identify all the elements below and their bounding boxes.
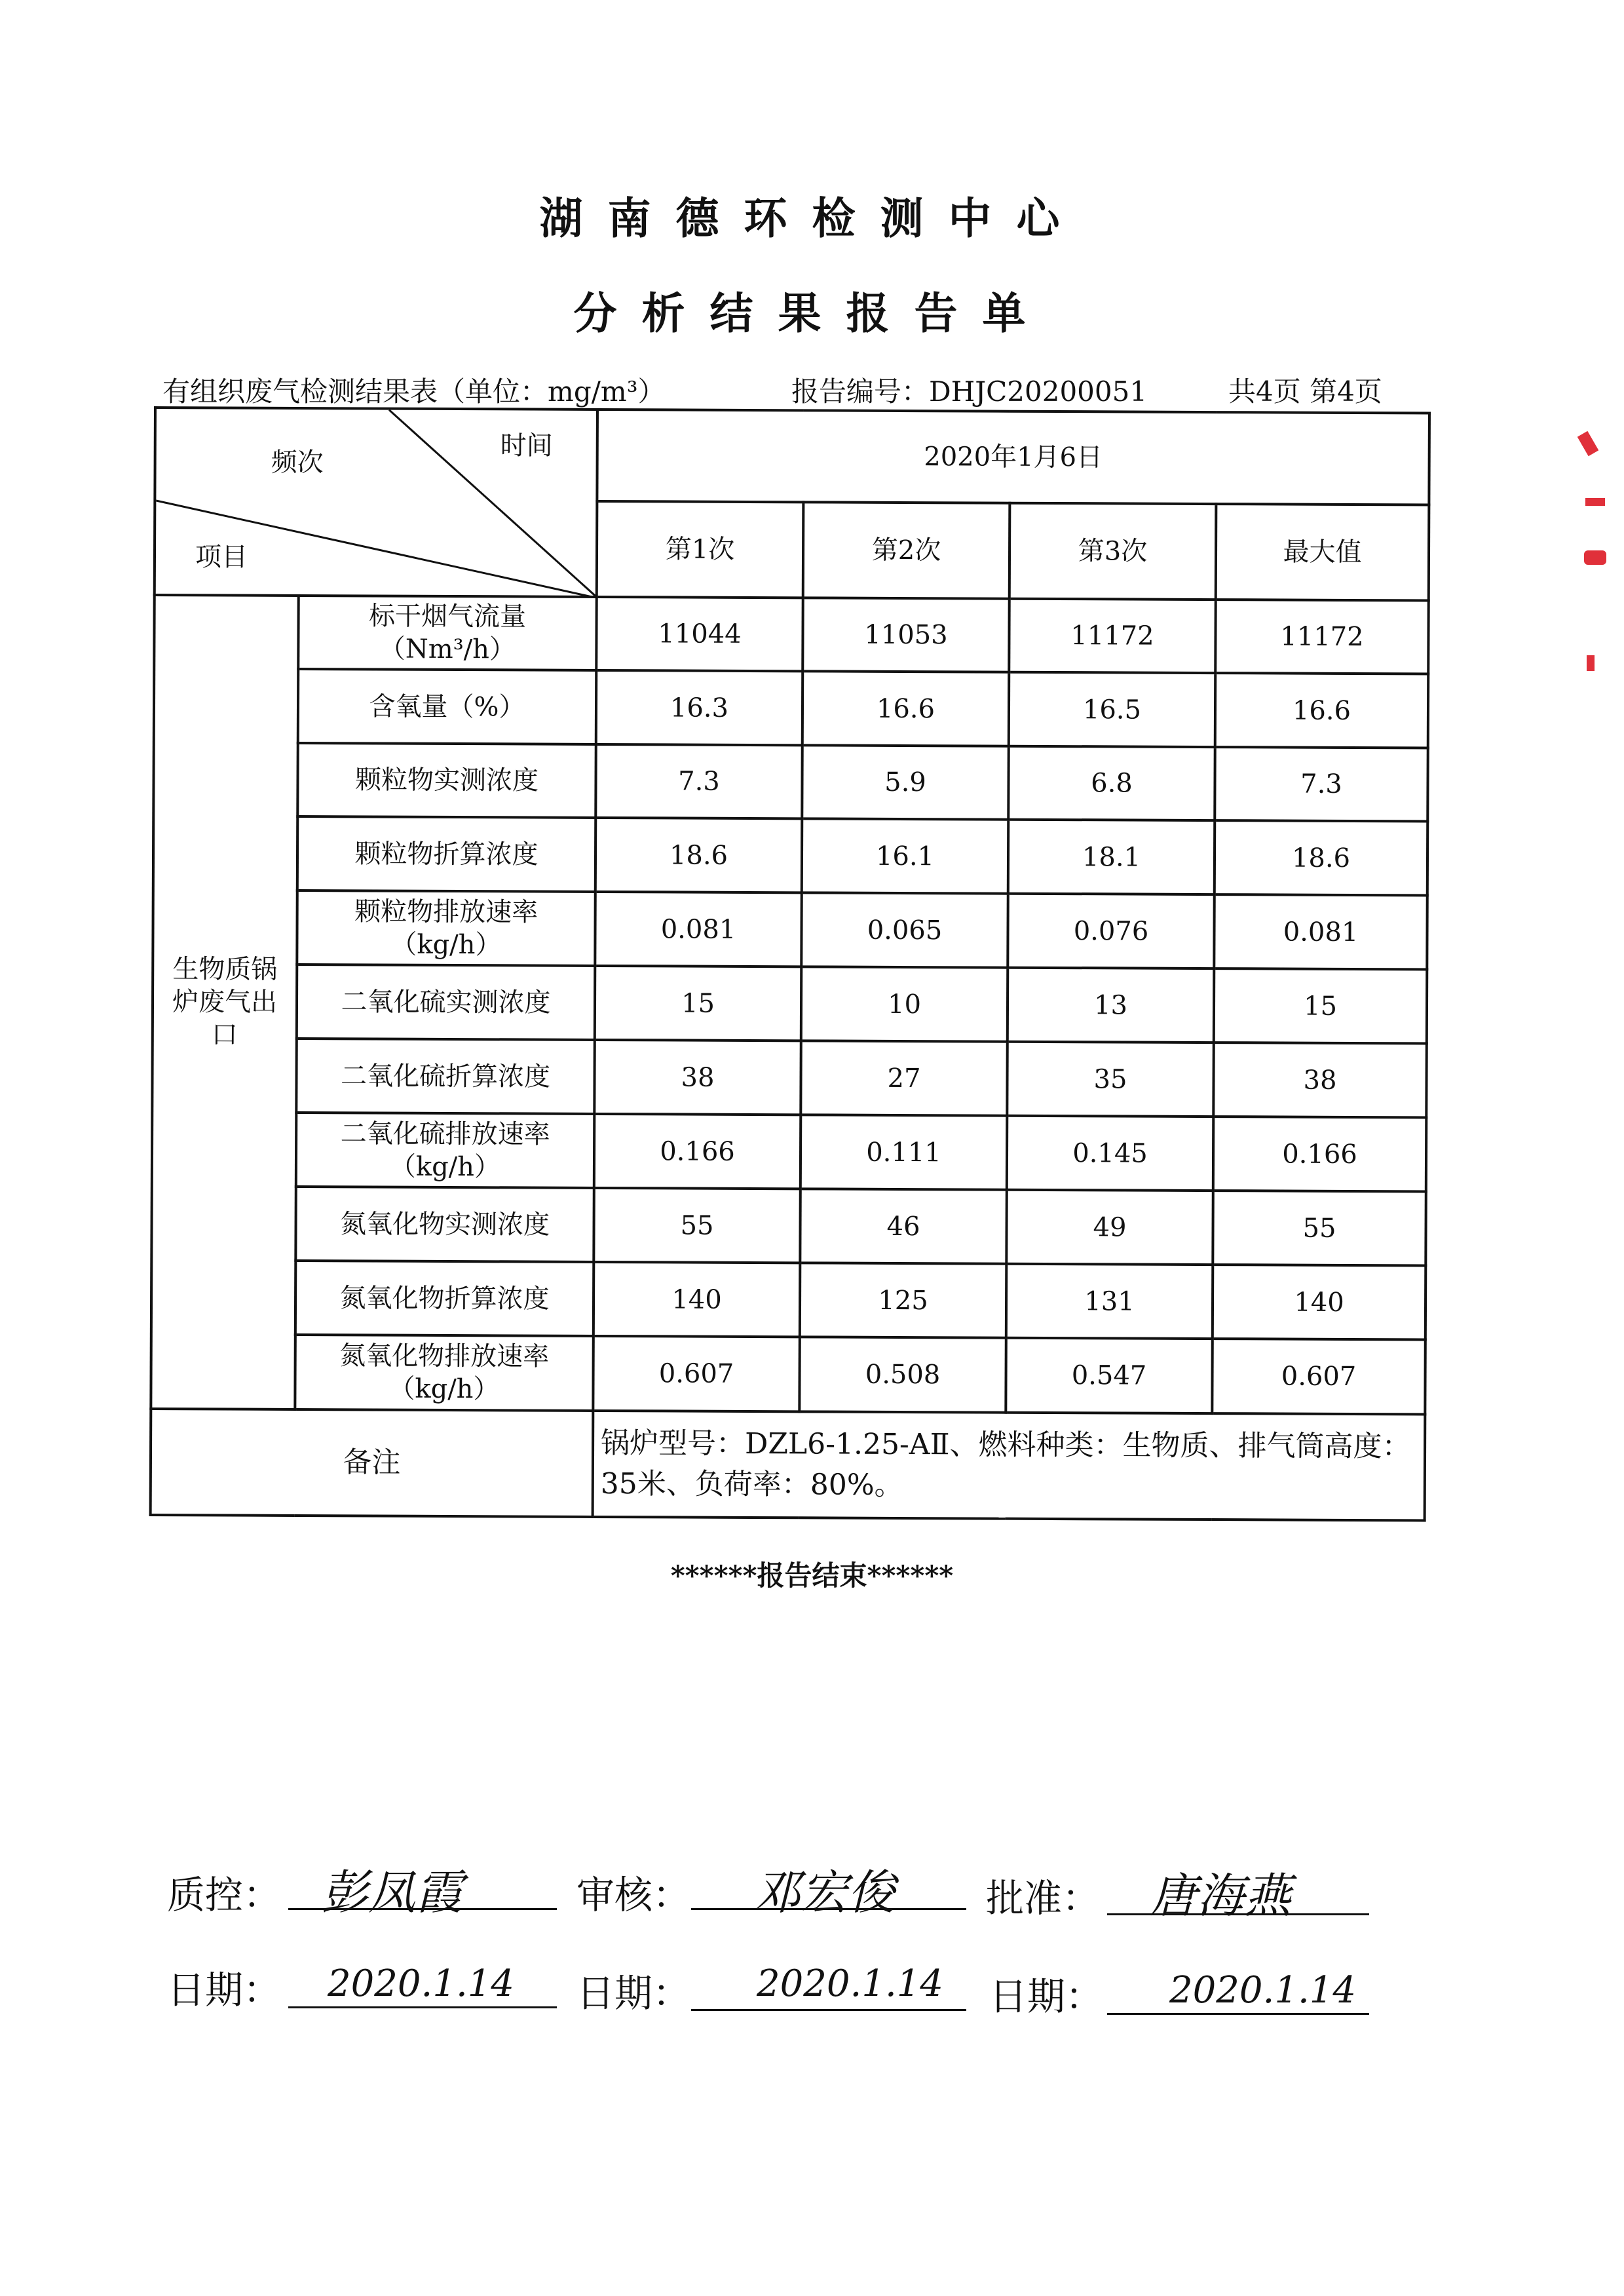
- approve-signature-line: [1107, 1913, 1369, 1915]
- value-cell: 16.1: [802, 818, 1008, 893]
- stamp-fragment-4: [1587, 655, 1595, 671]
- stamp-fragment-2: [1585, 498, 1605, 506]
- row-item-name: 二氧化硫排放速率（kg/h）: [296, 1113, 594, 1188]
- approve-date: 2020.1.14: [1169, 1969, 1357, 2012]
- value-cell: 11172: [1215, 600, 1429, 674]
- value-cell: 7.3: [595, 744, 802, 818]
- org-title: 湖南德环检测中心: [539, 193, 1085, 244]
- row-item-name: 二氧化硫折算浓度: [296, 1039, 594, 1114]
- location-cell: 生物质锅炉废气出口: [151, 595, 298, 1409]
- review-signature-line: [691, 1908, 966, 1910]
- qc-label: 质控：: [167, 1873, 282, 1917]
- remark-text: 锅炉型号：DZL6-1.25-AⅡ、燃料种类：生物质、排气筒高度：35米、负荷率：80%。: [593, 1411, 1426, 1521]
- value-cell: 10: [801, 966, 1008, 1041]
- corner-header-cell: [155, 408, 597, 597]
- table-row: [153, 742, 1427, 821]
- value-cell: 16.5: [1009, 672, 1215, 747]
- remark-label: 备注: [151, 1409, 594, 1517]
- qc-date-line: [288, 2006, 557, 2008]
- row-item-name: 含氧量（%）: [298, 669, 596, 744]
- col-header-2: 第2次: [803, 502, 1010, 598]
- table-title: 有组织废气检测结果表（单位：mg/m³）: [162, 375, 666, 408]
- review-date-line: [691, 2009, 966, 2011]
- report-number: 报告编号：DHJC20200051: [791, 375, 1148, 408]
- value-cell: 7.3: [1215, 747, 1428, 821]
- row-item-name: 二氧化硫实测浓度: [297, 965, 595, 1040]
- value-cell: 35: [1007, 1042, 1213, 1117]
- value-cell: 125: [800, 1263, 1006, 1337]
- report-end: ******报告结束******: [670, 1559, 954, 1592]
- value-cell: 16.3: [596, 670, 803, 745]
- value-cell: 16.6: [803, 671, 1009, 746]
- corner-time-label: 时间: [500, 430, 553, 461]
- value-cell: 0.145: [1007, 1116, 1213, 1191]
- value-cell: 38: [1213, 1043, 1427, 1117]
- qc-date-label: 日期：: [167, 1968, 282, 2012]
- qc-date: 2020.1.14: [328, 1962, 515, 2005]
- approve-date-line: [1107, 2013, 1369, 2015]
- value-cell: 131: [1006, 1264, 1213, 1339]
- value-cell: 11044: [596, 597, 803, 671]
- approve-signature: 唐海燕: [1150, 1868, 1292, 1923]
- table-row: [153, 964, 1427, 1043]
- value-cell: 0.166: [594, 1114, 801, 1189]
- value-cell: 18.6: [595, 818, 802, 892]
- value-cell: 5.9: [802, 745, 1008, 819]
- table-row: [151, 1186, 1426, 1265]
- row-item-name: 氮氧化物排放速率（kg/h）: [295, 1335, 593, 1411]
- value-cell: 0.081: [595, 892, 801, 966]
- value-cell: 13: [1008, 968, 1214, 1043]
- value-cell: 0.076: [1008, 894, 1214, 968]
- value-cell: 49: [1006, 1190, 1213, 1265]
- row-item-name: 标干烟气流量（Nm³/h）: [298, 596, 596, 670]
- corner-freq-label: 频次: [271, 447, 324, 478]
- review-label: 审核：: [576, 1873, 691, 1917]
- value-cell: 0.065: [801, 892, 1008, 967]
- review-date-label: 日期：: [576, 1971, 691, 2016]
- row-item-name: 颗粒物折算浓度: [297, 816, 595, 892]
- row-item-name: 颗粒物排放速率（kg/h）: [297, 890, 595, 966]
- value-cell: 18.6: [1215, 820, 1428, 895]
- corner-item-label: 项目: [195, 542, 248, 573]
- approve-date-label: 日期：: [989, 1974, 1104, 2019]
- value-cell: 15: [1214, 968, 1427, 1043]
- value-cell: 6.8: [1008, 746, 1215, 820]
- qc-signature-line: [288, 1908, 557, 1910]
- value-cell: 0.547: [1006, 1338, 1212, 1413]
- table-row: [153, 816, 1427, 895]
- value-cell: 38: [594, 1040, 801, 1115]
- value-cell: 11172: [1009, 599, 1215, 673]
- value-cell: 11053: [803, 598, 1009, 672]
- approve-label: 批准：: [986, 1876, 1101, 1921]
- table-row: [152, 1038, 1426, 1117]
- row-item-name: 颗粒物实测浓度: [297, 743, 595, 818]
- table-row: [151, 1260, 1426, 1339]
- table-row: [153, 890, 1427, 969]
- table-row: [154, 595, 1428, 674]
- table-row: [151, 1334, 1425, 1414]
- value-cell: 0.607: [1212, 1339, 1426, 1414]
- col-header-max: 最大值: [1216, 504, 1429, 600]
- review-signature: 邓宏俊: [753, 1865, 896, 1920]
- value-cell: 55: [1213, 1191, 1426, 1265]
- col-header-3: 第3次: [1010, 503, 1217, 600]
- col-header-1: 第1次: [597, 501, 804, 598]
- page-info: 共4页 第4页: [1228, 375, 1382, 408]
- value-cell: 0.111: [801, 1115, 1007, 1189]
- row-item-name: 氮氧化物实测浓度: [295, 1187, 594, 1262]
- value-cell: 0.508: [799, 1337, 1006, 1412]
- value-cell: 0.081: [1214, 894, 1427, 969]
- value-cell: 15: [595, 966, 801, 1041]
- value-cell: 140: [1213, 1265, 1426, 1339]
- review-date: 2020.1.14: [757, 1962, 944, 2005]
- table-row: [152, 1112, 1426, 1191]
- value-cell: 46: [800, 1189, 1006, 1263]
- results-table: [149, 406, 1431, 1521]
- value-cell: 18.1: [1008, 820, 1215, 894]
- value-cell: 140: [594, 1262, 800, 1337]
- value-cell: 27: [801, 1041, 1007, 1115]
- date-header: 2020年1月6日: [597, 410, 1429, 505]
- doc-title: 分析结果报告单: [573, 288, 1051, 339]
- qc-signature: 彭凤霞: [321, 1865, 463, 1920]
- table-row: [154, 668, 1428, 748]
- value-cell: 55: [594, 1188, 800, 1263]
- row-item-name: 氮氧化物折算浓度: [295, 1261, 594, 1336]
- value-cell: 0.166: [1213, 1117, 1427, 1191]
- value-cell: 16.6: [1215, 673, 1429, 748]
- stamp-fragment-3: [1584, 550, 1606, 565]
- stamp-fragment-1: [1577, 431, 1599, 456]
- value-cell: 0.607: [593, 1336, 799, 1411]
